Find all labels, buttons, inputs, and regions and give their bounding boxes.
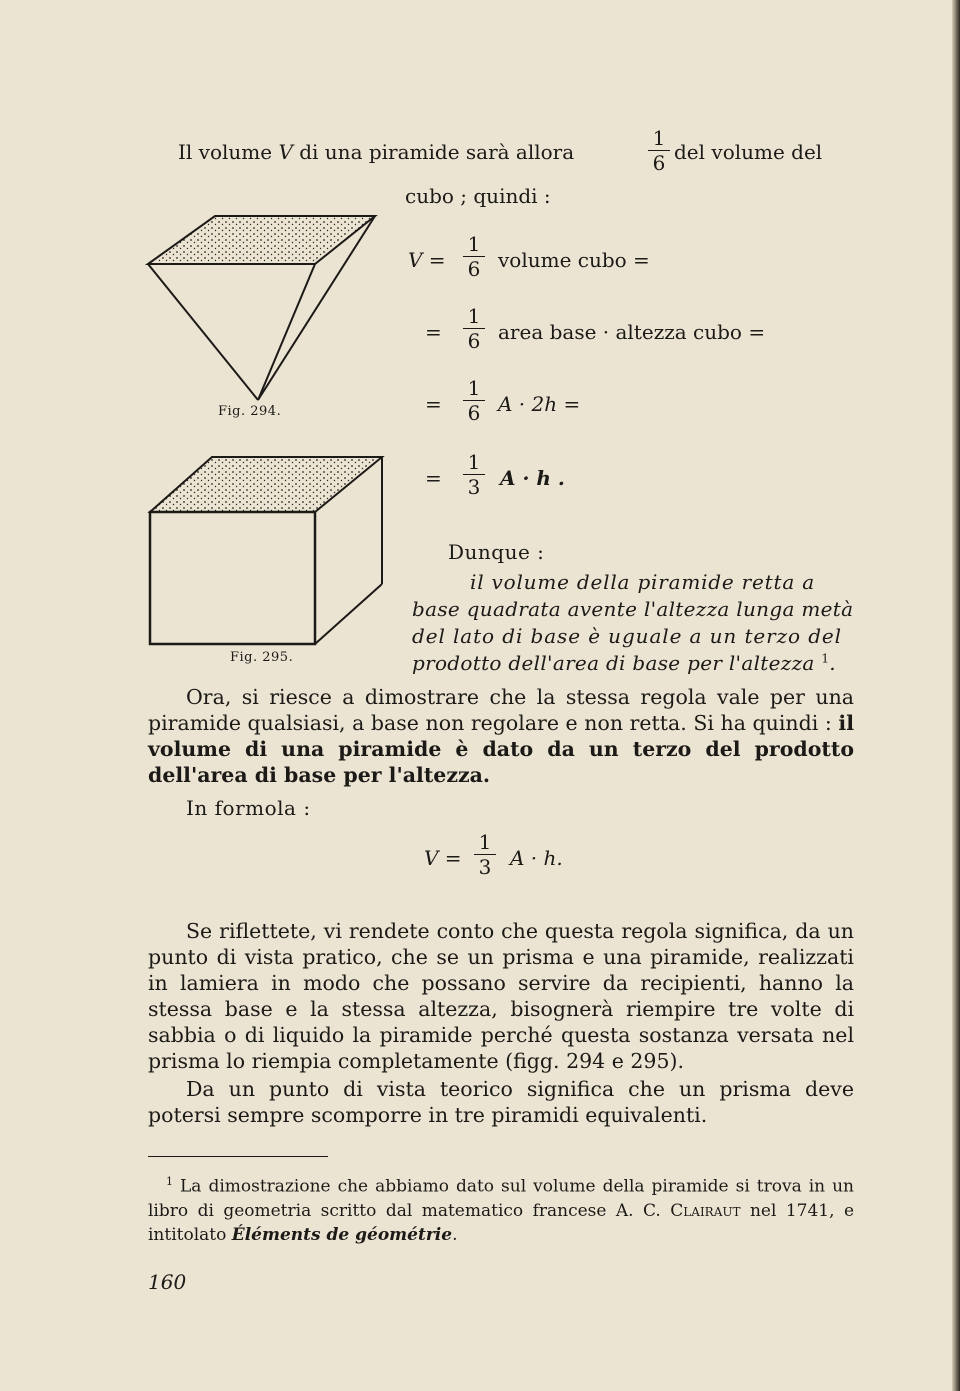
theorem-line-2: base quadrata avente l'altezza lunga metà: [412, 597, 854, 621]
intro-line: Il volume V di una piramide sarà allora: [178, 140, 575, 164]
equation-3-fraction: 1 6: [463, 378, 485, 423]
equation-1-fraction: 1 6: [463, 234, 485, 279]
equation-2-fraction: 1 6: [463, 306, 485, 351]
cube-figure: [140, 452, 390, 652]
intro-suffix: del volume del: [674, 140, 823, 164]
footnote-rule: [148, 1156, 328, 1157]
dunque-label: Dunque :: [448, 540, 545, 564]
paragraph-general-rule: Ora, si riesce a dimostrare che la stessa regola vale per una piramide qualsiasi, a base non regolare e non retta. Si ha quindi : il volume di una piramide è dato da un terzo del prodotto dell'area di base per l'altezza.: [148, 685, 854, 787]
equation-1-lhs: V =: [408, 248, 446, 272]
intro-line-2: cubo ; quindi :: [405, 184, 551, 208]
formula-lhs: V =: [424, 846, 462, 870]
equation-1-rhs: volume cubo =: [498, 248, 650, 272]
page-edge-shadow: [952, 0, 960, 1391]
page-number: 160: [148, 1270, 187, 1294]
equation-2-lhs: =: [425, 320, 442, 344]
theorem-line-3: del lato di base è uguale a un terzo del: [412, 624, 842, 648]
paragraph-theoretical: Da un punto di vista teorico significa che un prisma deve potersi sempre scomporre in tre piramidi equivalenti.: [148, 1077, 854, 1127]
theorem-line-4: prodotto dell'area di base per l'altezza $^1$.: [412, 651, 836, 675]
figure-294-caption: Fig. 294.: [218, 404, 282, 419]
equation-3-lhs: =: [425, 392, 442, 416]
footnote: $^1$ La dimostrazione che abbiamo dato sul volume della piramide si trova in un libro di geometria scritto dal matematico francese A. C. Clairaut nel 1741, e intitolato Éléments de géométrie.: [148, 1175, 855, 1245]
equation-4-lhs: =: [425, 466, 442, 490]
equation-2-rhs: area base · altezza cubo =: [498, 320, 766, 344]
pyramid-figure: [140, 208, 380, 408]
equation-4-rhs: A · h .: [500, 466, 565, 490]
formula-fraction: 1 3: [474, 832, 496, 877]
theorem-line-1: il volume della piramide retta a: [470, 570, 815, 594]
intro-fraction: 1 6: [648, 128, 670, 173]
paragraph-practical: Se riflettete, vi rendete conto che questa regola significa, da un punto di vista pratico, che se un prisma e una piramide, realizzati in lamiera in modo che possano servire da recipienti, hanno la stessa base e la stessa altezza, bisognerà riempire tre volte di sabbia o di liquido la piramide perché questa sostanza versata nel prisma lo riempia completamente (figg. 294 e 295).: [148, 919, 854, 1073]
equation-4-fraction: 1 3: [463, 452, 485, 497]
formula-rhs: A · h.: [510, 846, 563, 870]
equation-3-rhs: A · 2h =: [498, 392, 581, 416]
figure-295-caption: Fig. 295.: [230, 650, 294, 665]
formula-label: In formola :: [186, 796, 311, 820]
